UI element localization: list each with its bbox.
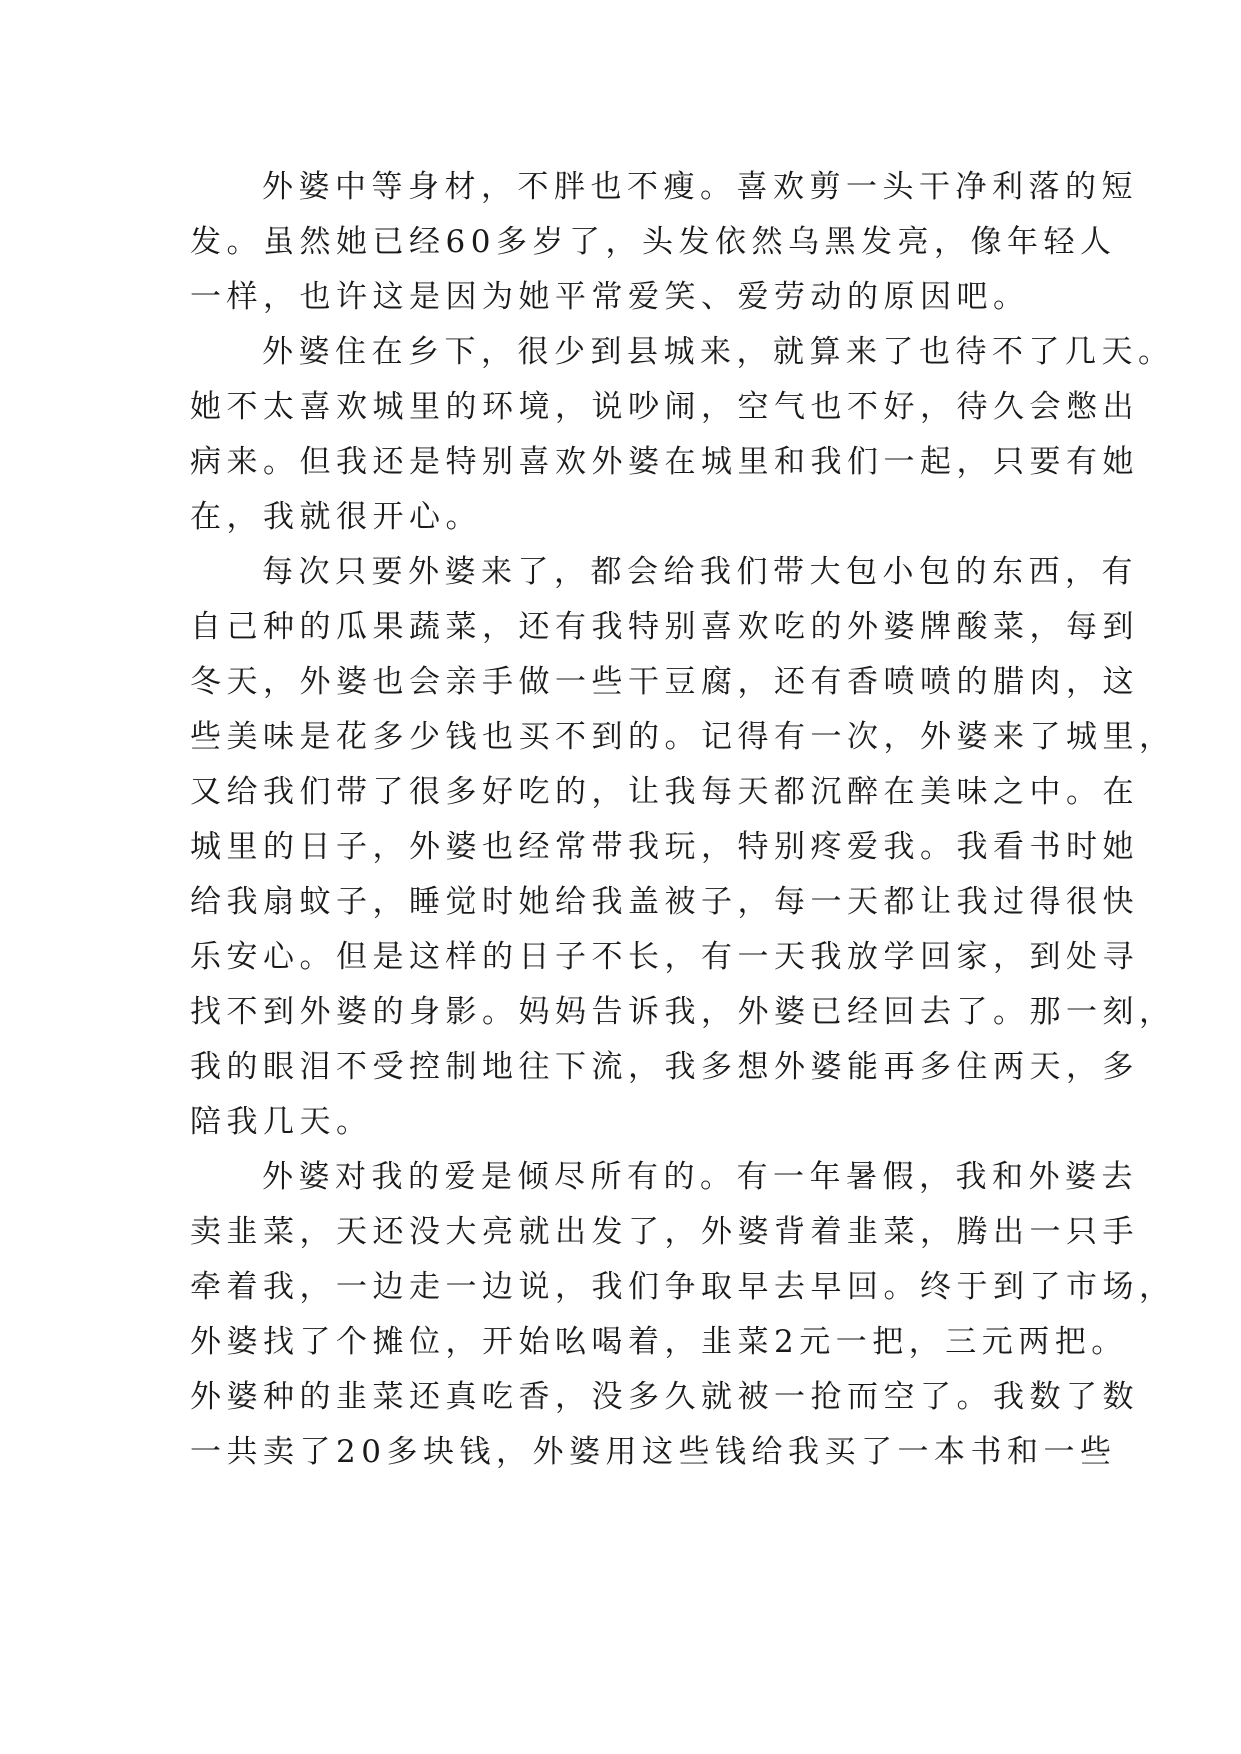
- text-line: 又给我们带了很多好吃的，让我每天都沉醉在美味之中。在: [190, 774, 1139, 810]
- text-line: 外婆中等身材，不胖也不瘦。喜欢剪一头干净利落的短: [262, 169, 1138, 205]
- text-line: 自己种的瓜果蔬菜，还有我特别喜欢吃的外婆牌酸菜，每到: [190, 609, 1139, 645]
- text-line: 一共卖了20多块钱，外婆用这些钱给我买了一本书和一些: [190, 1434, 1117, 1470]
- text-line: 牵着我，一边走一边说，我们争取早去早回。终于到了市场，: [190, 1269, 1176, 1305]
- paragraph-3: [190, 545, 1176, 1150]
- text-line: 发。虽然她已经60多岁了，头发依然乌黑发亮，像年轻人: [190, 224, 1117, 260]
- text-line: 我的眼泪不受控制地往下流，我多想外婆能再多住两天，多: [190, 1049, 1139, 1085]
- text-line: 些美味是花多少钱也买不到的。记得有一次，外婆来了城里，: [190, 719, 1176, 755]
- text-line: 一样，也许这是因为她平常爱笑、爱劳动的原因吧。: [190, 279, 1030, 315]
- text-line: 乐安心。但是这样的日子不长，有一天我放学回家，到处寻: [190, 939, 1139, 975]
- text-line: 冬天，外婆也会亲手做一些干豆腐，还有香喷喷的腊肉，这: [190, 664, 1139, 700]
- text-line: 在，我就很开心。: [190, 499, 482, 535]
- text-line: 病来。但我还是特别喜欢外婆在城里和我们一起，只要有她: [190, 444, 1139, 480]
- text-line: 外婆住在乡下，很少到县城来，就算来了也待不了几天。: [262, 334, 1175, 370]
- text-line: 陪我几天。: [190, 1104, 373, 1140]
- paragraph-2: [190, 325, 1175, 545]
- text-line: 城里的日子，外婆也经常带我玩，特别疼爱我。我看书时她: [190, 829, 1139, 865]
- text-line: 卖韭菜，天还没大亮就出发了，外婆背着韭菜，腾出一只手: [190, 1214, 1139, 1250]
- text-line: 外婆对我的爱是倾尽所有的。有一年暑假，我和外婆去: [262, 1159, 1138, 1195]
- text-line: 给我扇蚊子，睡觉时她给我盖被子，每一天都让我过得很快: [190, 884, 1139, 920]
- document-body: [190, 160, 1176, 1480]
- paragraph-4: [190, 1150, 1176, 1480]
- paragraph-1: [190, 160, 1138, 325]
- text-line: 外婆种的韭菜还真吃香，没多久就被一抢而空了。我数了数: [190, 1379, 1139, 1415]
- text-line: 每次只要外婆来了，都会给我们带大包小包的东西，有: [262, 554, 1138, 590]
- text-line: 外婆找了个摊位，开始吆喝着，韭菜2元一把，三元两把。: [190, 1324, 1128, 1360]
- text-line: 找不到外婆的身影。妈妈告诉我，外婆已经回去了。那一刻，: [190, 994, 1176, 1030]
- text-line: 她不太喜欢城里的环境，说吵闹，空气也不好，待久会憋出: [190, 389, 1139, 425]
